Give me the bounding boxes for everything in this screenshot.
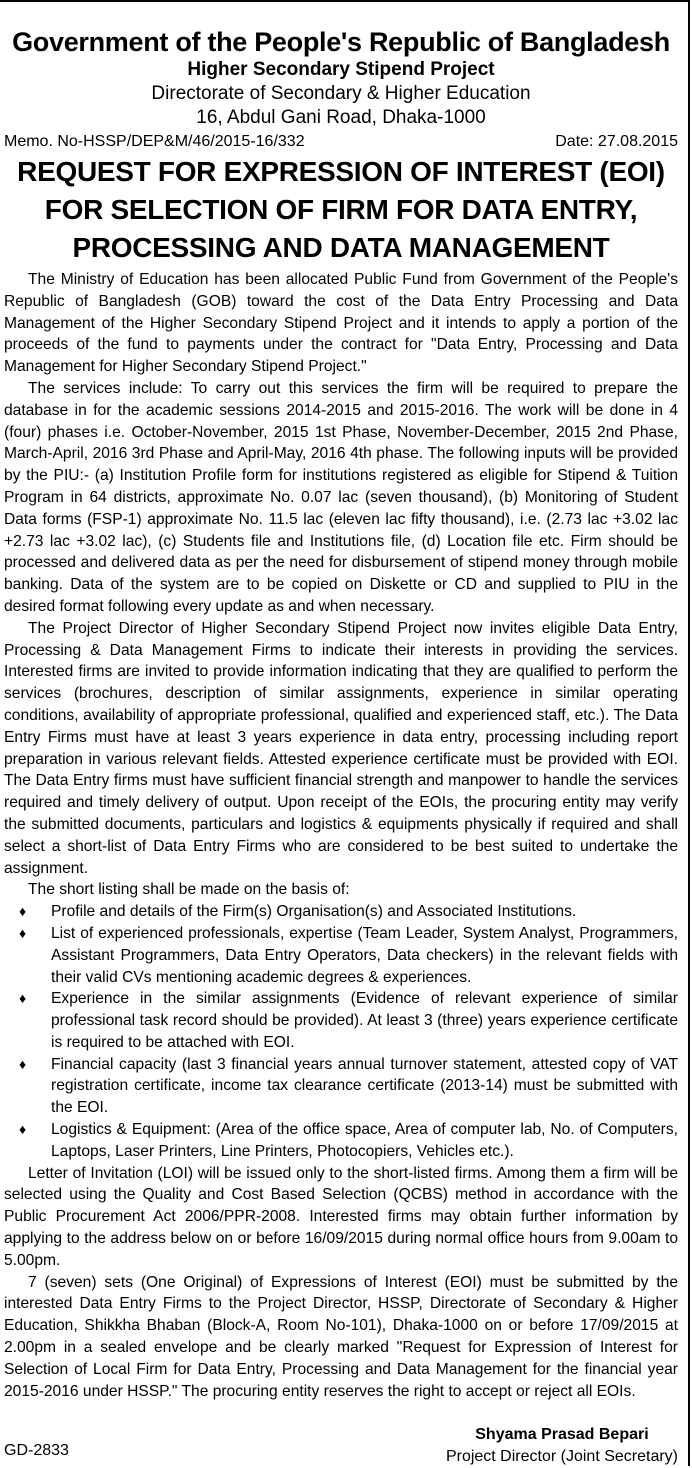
paragraph-submission: 7 (seven) sets (One Original) of Expressions of Interest (EOI) must be submitted by the interested Data Entry Firms to the Project Director, HSSP, Directorate of Secondary & Higher Education, Shikkha Bhaban (Block-A, Room No-101), Dhaka-1000 on or before 17/09/2015 at 2.00pm in a sealed envelope and be clearly marked "Request for Expression of Interest for Selection of Local Firm for Data Entry, Processing and Data Management for the financial year 2015-2016 under HSSP." The procuring entity reserves the right to accept or reject all EOIs.: [4, 1273, 678, 1400]
list-item: ♦ Profile and details of the Firm(s) Organisation(s) and Associated Institutions.: [4, 901, 678, 923]
notice-title: [4, 154, 678, 266]
paragraph-services: The services include: To carry out this services the firm will be required to prepare the database in for the academic sessions 2014-2015 and 2015-2016. The work will be done in 4 (four) phases i.e. October-November, 2015 1st Phase, November-December, 2015 2nd Phase, March-April, 2016 3rd Phase and April-May, 2016 4th phase. The following inputs will be provided by the PIU:- (a) Institution Profile form for institutions registered as eligible for Stipend & Tuition Program in 64 districts, approximate No. 0.07 lac (seven thousand), (b) Monitoring of Student Data forms (FSP-1) approximate No. 11.5 lac (eleven lac fifty thousand), i.e. (2.73 lac +3.02 lac +2.73 lac +3.02 lac), (c) Students file and Institutions file, (d) Location file etc. Firm should be processed and delivered data as per the need for disbursement of stipend money through mobile banking. Data of the system are to be copied on Diskette or CD and supplied to PIU in the desired format following every update as and when necessary.: [4, 379, 678, 615]
directorate-heading: Directorate of Secondary & Higher Education: [151, 83, 531, 104]
list-item: ♦ Experience in the similar assignments (Evidence of relevant experience of similar professional task record should be provided). At least 3 (three) years experience certificate is required to be attached with EOI.: [19, 990, 678, 1051]
diamond-bullet-icon: ♦: [19, 924, 27, 941]
paragraph-loi: Letter of Invitation (LOI) will be issued only to the short-listed firms. Among them a firm will be selected using the Quality and Cost Based Selection (QCBS) method in accordance with the Public Procurement Act 2006/PPR-2008. Interested firms may obtain further information by applying to the address below on or before 16/09/2015 during normal office hours from 9.00am to 5.00pm.: [4, 1164, 678, 1269]
paragraph-short-listing: The short listing shall be made on the basis of:: [28, 881, 350, 899]
project-heading: Higher Secondary Stipend Project: [187, 59, 495, 80]
signature-block: [446, 1424, 678, 1468]
list-item: ♦ List of experienced professionals, expertise (Team Leader, System Analyst, Programmers, Assistant Programmers, Data Entry Operators, Data checkers) in the relevant fields with their valid CVs mentioning academic degrees & experiences.: [19, 924, 678, 986]
diamond-bullet-icon: ♦: [19, 1055, 27, 1072]
title-line-1: REQUEST FOR EXPRESSION OF INTEREST (EOI): [17, 156, 665, 187]
paragraph-funding: The Ministry of Education has been allocated Public Fund from Government of the People's Republic of Bangladesh (GOB) toward the cost of the Data Entry Processing and Data Management of the Higher Secondary Stipend Project and it intends to apply a portion of the proceeds of the fund to payments under the contract for "Data Entry, Processing and Data Management for Higher Secondary Stipend Project.": [4, 271, 678, 376]
signatory-name: Shyama Prasad Bepari: [475, 1426, 649, 1443]
memo-number: Memo. No-HSSP/DEP&M/46/2015-16/332: [4, 133, 305, 150]
notice-body: [4, 269, 678, 1402]
diamond-bullet-icon: ♦: [19, 1121, 27, 1138]
list-item: ♦ Logistics & Equipment: (Area of the office space, Area of computer lab, No. of Computers, Laptops, Laser Printers, Line Printers, Photocopiers, Vehicles etc.).: [19, 1121, 678, 1160]
title-line-3: PROCESSING AND DATA MANAGEMENT: [72, 232, 610, 263]
memo-date: Date: 27.08.2015: [555, 133, 678, 150]
gd-number: GD-2833: [4, 1442, 69, 1459]
diamond-bullet-icon: ♦: [19, 903, 27, 920]
government-heading: Government of the People's Republic of Bangladesh: [12, 27, 670, 57]
memo-row: [4, 132, 678, 152]
diamond-bullet-icon: ♦: [19, 990, 27, 1007]
title-line-2: FOR SELECTION OF FIRM FOR DATA ENTRY,: [44, 194, 638, 225]
signatory-title: Project Director (Joint Secretary): [445, 1448, 678, 1465]
paragraph-invitation: The Project Director of Higher Secondary Stipend Project now invites eligible Data Entry, Processing & Data Management Firms to indicate their interests in providing the services. Interested firms are invited to provide information indicating that they are qualified to perform the services (brochures, description of similar assignments, experience in similar operating conditions, availability of appropriate professional, qualified and experienced staff, etc.). The Data Entry Firms must have at least 3 years experience in data entry, processing including report preparation in various relevant fields. Attested experience certificate must be provided with EOI. The Data Entry firms must have sufficient financial strength and manpower to handle the services required and timely delivery of output. Upon receipt of the EOIs, the procuring entity may verify the submitted documents, particulars and logistics & equipments physically if required and shall select a short-list of Data Entry Firms who are considered to be best suited to undertake the assignment.: [4, 619, 678, 877]
criteria-list: [4, 901, 678, 1163]
address-heading: 16, Abdul Gani Road, Dhaka-1000: [196, 107, 486, 128]
list-item: ♦ Financial capacity (last 3 financial years annual turnover statement, attested copy of VAT registration certificate, income tax clearance certificate (2013-14) must be submitted with the EOI.: [19, 1055, 678, 1117]
eoi-notice: [4, 4, 678, 1402]
